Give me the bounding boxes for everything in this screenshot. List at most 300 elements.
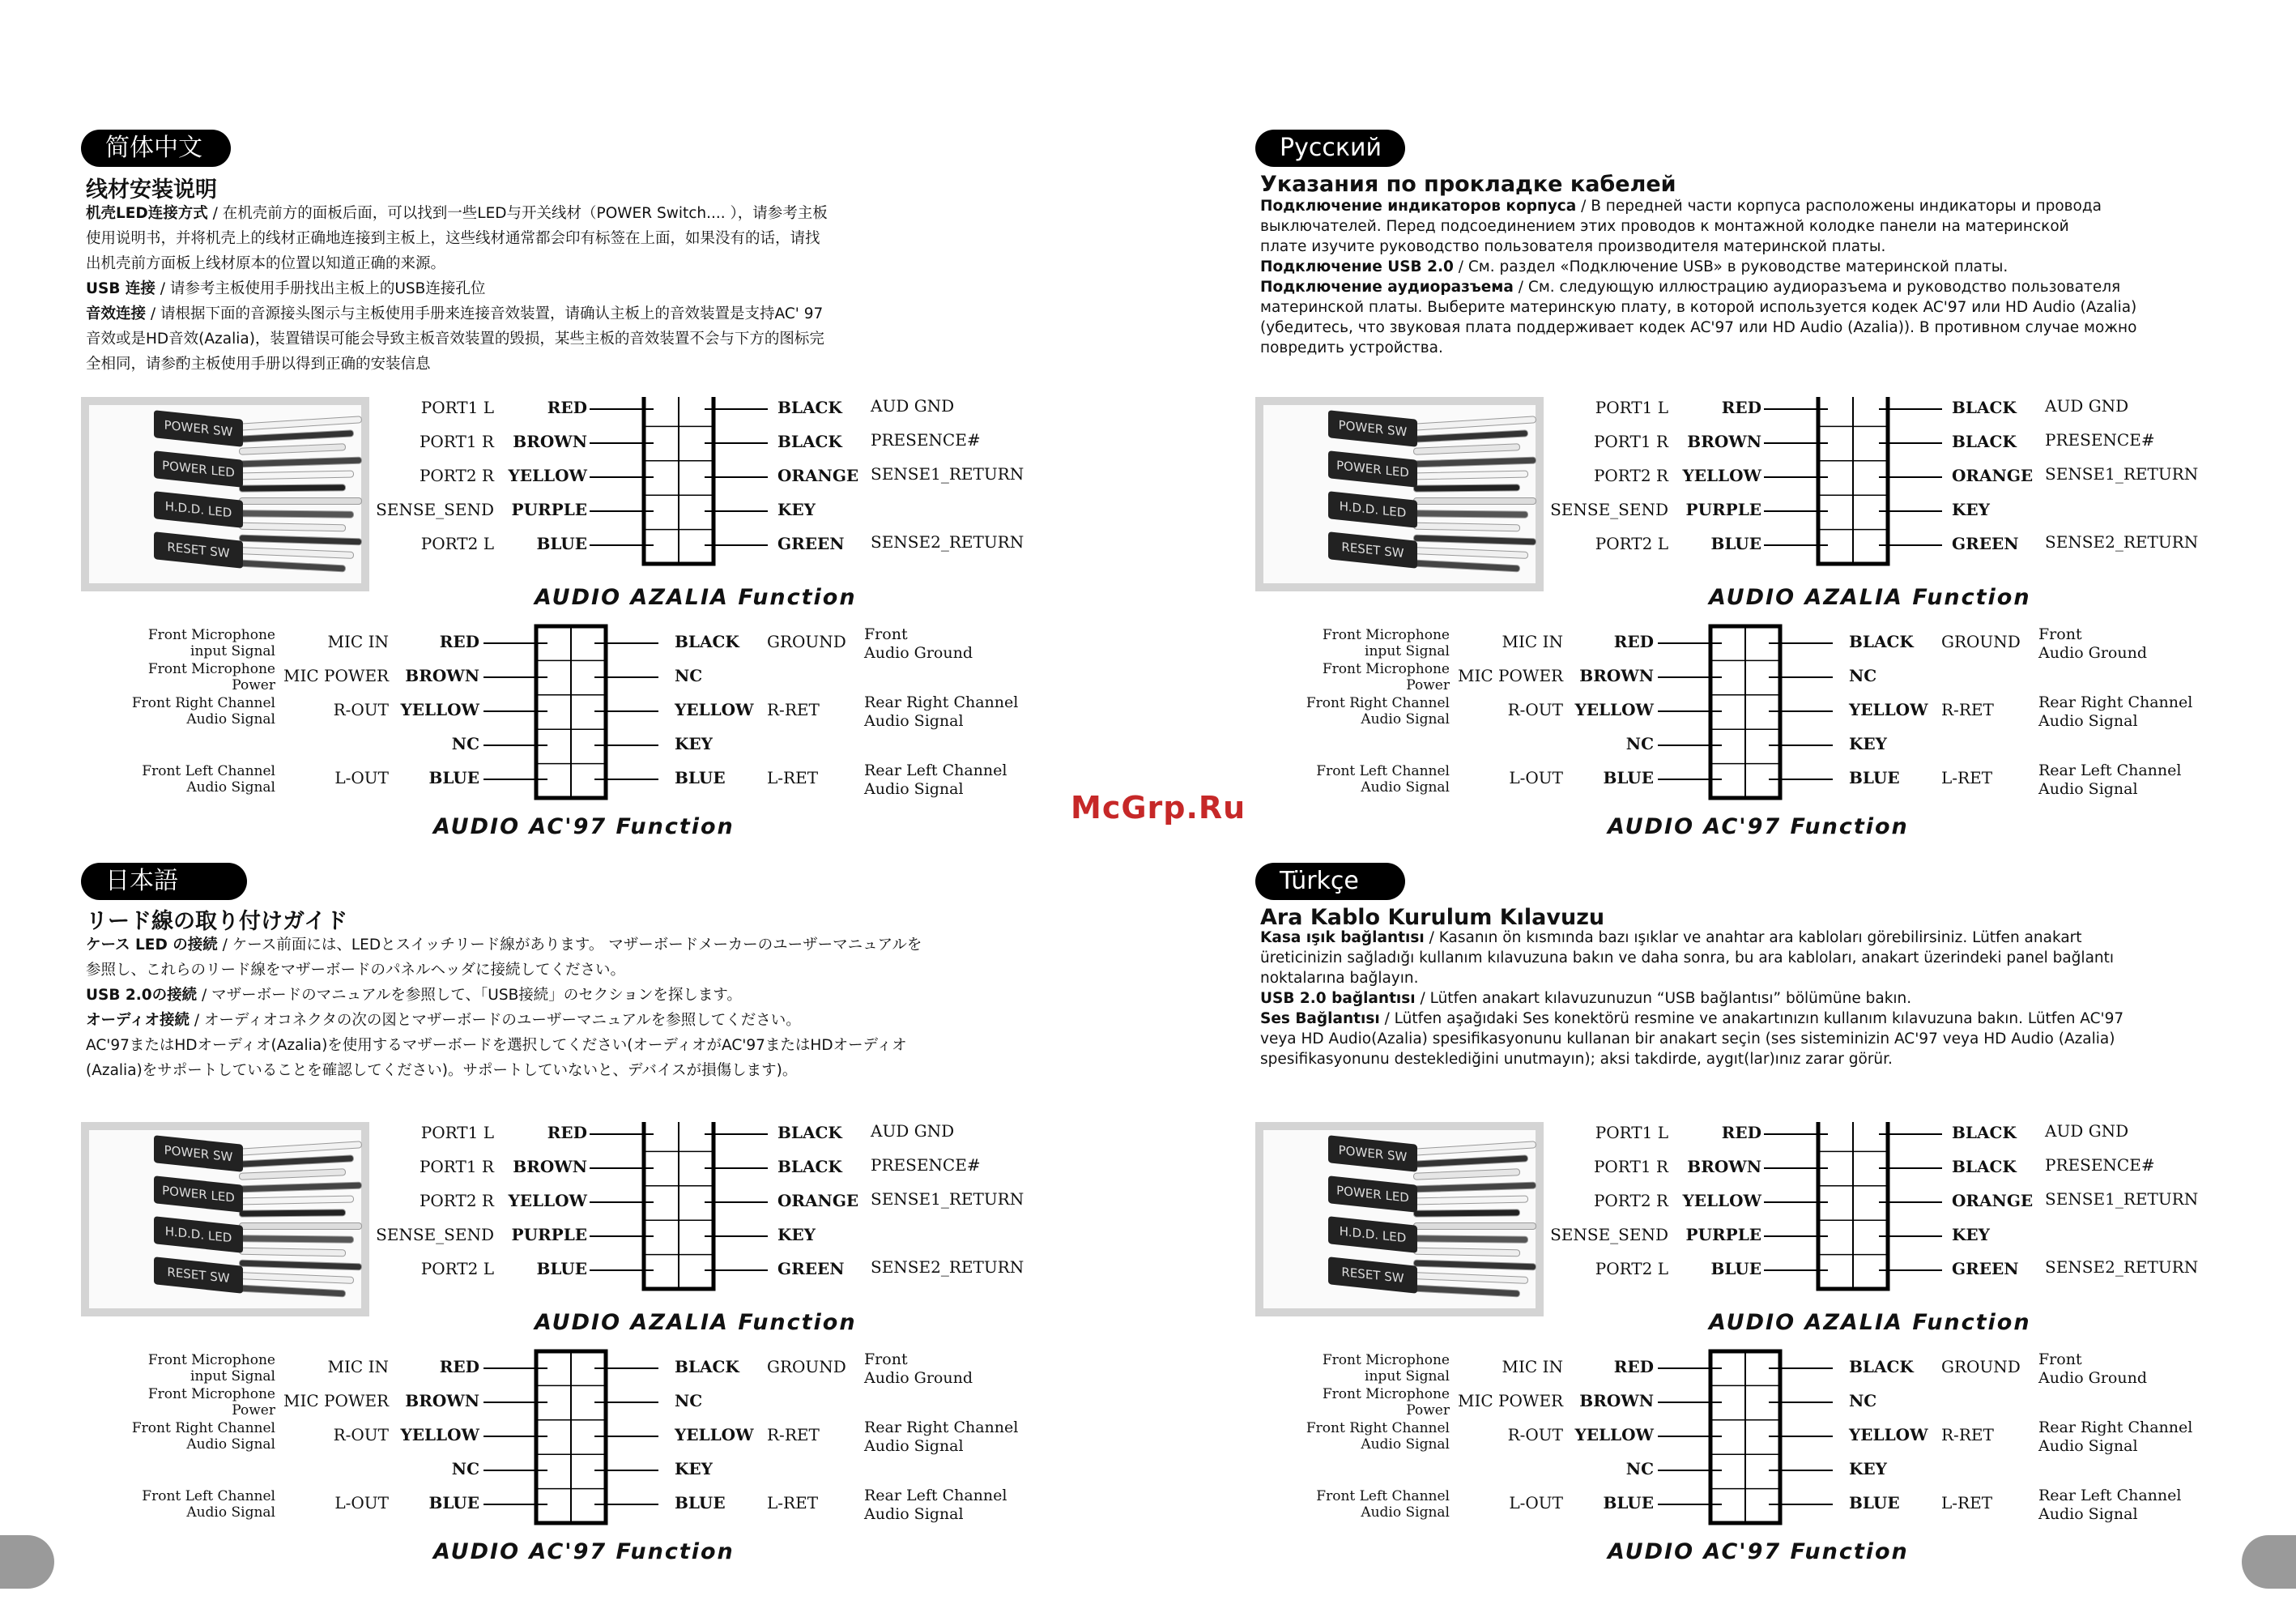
instruction-heading: Подключение аудиоразъема — [1260, 279, 1514, 296]
ac97-wire-color: NC — [1849, 666, 1877, 685]
ac97-wire-color: YELLOW — [400, 700, 479, 719]
signal-line: Rear Left Channel — [864, 1487, 1007, 1504]
signal-line: Audio Signal — [186, 1436, 275, 1453]
cable-connector-label: POWER LED — [1328, 450, 1417, 488]
azalia-wire-color: BLACK — [1952, 1157, 2017, 1176]
ac97-signal-description — [121, 627, 275, 659]
ac97-wire-color: BLUE — [1849, 768, 1900, 787]
cable-connector-label: POWER SW — [1328, 410, 1417, 447]
azalia-pin-label: SENSE1_RETURN — [2045, 1189, 2199, 1209]
ac97-function-title: AUDIO AC'97 Function — [433, 1539, 735, 1564]
azalia-wire-color: BLACK — [777, 398, 842, 417]
instruction-line — [86, 251, 828, 276]
signal-line: Audio Signal — [1361, 1436, 1450, 1453]
azalia-wire-color: ORANGE — [777, 466, 859, 485]
signal-line: Audio Signal — [1361, 711, 1450, 727]
azalia-wire-color: BROWN — [1687, 432, 1761, 451]
cable-connector-label: POWER LED — [154, 450, 243, 488]
instruction-line — [86, 352, 828, 377]
ac97-wire-color: BROWN — [1579, 666, 1654, 685]
azalia-pin-label: AUD GND — [2045, 396, 2129, 416]
ac97-wire-color: YELLOW — [1849, 1425, 1928, 1444]
azalia-wire-color: GREEN — [777, 1259, 845, 1278]
instruction-line — [1260, 1049, 2123, 1069]
ac97-signal-description — [121, 661, 275, 693]
azalia-pin-label: AUD GND — [871, 396, 955, 416]
ac97-wire-color: RED — [1613, 1357, 1654, 1376]
azalia-pin-label: SENSE2_RETURN — [2045, 1257, 2199, 1277]
language-section — [81, 863, 1134, 1576]
signal-line: Front — [2038, 625, 2082, 643]
azalia-wire-color: GREEN — [777, 534, 845, 553]
azalia-pin-label: PORT2 R — [419, 1191, 494, 1210]
cable-connector-label: POWER LED — [154, 1175, 243, 1213]
ac97-signal-description — [121, 1488, 275, 1521]
signal-line: Power — [1406, 677, 1450, 693]
cable-connector-label: POWER SW — [154, 410, 243, 447]
ac97-pin-label: L-OUT — [334, 768, 389, 787]
instruction-line — [86, 226, 828, 251]
azalia-pin-label: PORT1 L — [420, 398, 494, 417]
azalia-wire-color: BLACK — [1952, 398, 2017, 417]
signal-line: Audio Signal — [1361, 1504, 1450, 1521]
azalia-pin-label: SENSE_SEND — [1550, 1225, 1668, 1244]
ac97-pin-label: GROUND — [1941, 632, 2021, 651]
azalia-wire-color: KEY — [777, 500, 816, 519]
azalia-function-title: AUDIO AZALIA Function — [1709, 585, 2031, 610]
azalia-pin-label: PORT1 R — [1593, 432, 1668, 451]
signal-line: Audio Ground — [864, 1369, 973, 1387]
instruction-body: 参照し、これらのリード線をマザーボードのパネルヘッダに接続してください。 — [86, 962, 626, 979]
signal-line: Front Right Channel — [1306, 695, 1450, 711]
ac97-signal-description — [1296, 763, 1450, 796]
signal-line: Rear Right Channel — [864, 1419, 1019, 1436]
ac97-signal-description — [864, 1350, 973, 1388]
azalia-pin-label: PRESENCE# — [2045, 1155, 2155, 1175]
cable-connector-label: RESET SW — [1328, 1256, 1417, 1294]
azalia-wire-color: PURPLE — [1685, 1225, 1761, 1244]
signal-line: Audio Ground — [864, 644, 973, 662]
ac97-signal-description — [121, 1386, 275, 1419]
language-tab: 日本語 — [81, 863, 247, 900]
instruction-heading: Kasa ışık bağlantısı — [1260, 929, 1425, 946]
ac97-signal-description — [121, 763, 275, 796]
instruction-line — [86, 326, 828, 352]
signal-line: Front Left Channel — [1316, 763, 1450, 779]
signal-line: input Signal — [1365, 1368, 1450, 1384]
ac97-pin-label: L-OUT — [1509, 768, 1563, 787]
ac97-pin-label: MIC POWER — [283, 1391, 390, 1410]
cable-connector-label: H.D.D. LED — [1328, 1216, 1417, 1253]
ac97-signal-description — [121, 1352, 275, 1384]
ac97-signal-description — [1296, 661, 1450, 693]
ac97-signal-description — [2038, 1350, 2147, 1388]
ac97-wire-color: BLACK — [675, 1357, 739, 1376]
ac97-pin-label: GROUND — [1941, 1357, 2021, 1376]
azalia-pin-label: PORT2 R — [1593, 1191, 1668, 1210]
signal-line: Front — [864, 1350, 908, 1368]
ac97-wire-color: NC — [1849, 1391, 1877, 1410]
right-page-tab — [2242, 1535, 2296, 1589]
instruction-line — [1260, 216, 2136, 237]
audio-wiring-diagram — [1255, 1122, 2296, 1568]
ac97-signal-description — [2038, 762, 2181, 799]
signal-line: Rear Right Channel — [864, 693, 1019, 711]
ac97-wire-color: NC — [675, 666, 703, 685]
azalia-wire-color: YELLOW — [1682, 466, 1761, 485]
ac97-signal-description — [1296, 627, 1450, 659]
ac97-wire-color: BLACK — [1849, 1357, 1914, 1376]
ac97-pin-label: MIC POWER — [1458, 1391, 1564, 1410]
instructions-text — [86, 932, 922, 1083]
ac97-pin-label: MIC POWER — [1458, 666, 1564, 685]
ac97-wire-color: NC — [675, 1391, 703, 1410]
azalia-wire-color: ORANGE — [1952, 466, 2034, 485]
azalia-pin-label: PORT2 L — [420, 534, 494, 553]
instruction-line — [86, 1058, 922, 1083]
cable-connector-label: POWER SW — [154, 1135, 243, 1172]
signal-line: Audio Signal — [186, 711, 275, 727]
ac97-pin-label: MIC IN — [1502, 1357, 1563, 1376]
instruction-body: 使用说明书，并将机壳上的线材正确地连接到主板上，这些线材通常都会印有标签在上面，如果没有的话，请找 — [86, 230, 820, 247]
signal-line: Rear Left Channel — [2038, 1487, 2182, 1504]
signal-line: Front Right Channel — [131, 695, 275, 711]
azalia-wire-color: BLUE — [1710, 534, 1761, 553]
azalia-pin-label: PORT2 R — [1593, 466, 1668, 485]
cable-connector-label: H.D.D. LED — [154, 491, 243, 528]
azalia-wire-color: YELLOW — [508, 1191, 587, 1210]
azalia-pin-label: PORT1 L — [1595, 1123, 1668, 1142]
ac97-wire-color: NC — [451, 1459, 479, 1478]
ac97-pin-label: R-RET — [767, 1425, 820, 1444]
ac97-signal-description — [864, 693, 1018, 731]
instruction-heading: USB 2.0の接続 — [86, 987, 198, 1004]
ac97-signal-description — [1296, 1420, 1450, 1453]
ac97-wire-color: YELLOW — [675, 1425, 754, 1444]
signal-line: Power — [232, 677, 275, 693]
azalia-pin-label: SENSE_SEND — [376, 1225, 494, 1244]
instruction-body: / ケース前面には、LEDとスイッチリード線があります。 マザーボードメーカーのユーザーマニュアルを — [217, 936, 922, 954]
instruction-body: (Azalia)をサポートしていることを確認してください)。サポートしていないと、デバイスが損傷します)。 — [86, 1062, 798, 1079]
azalia-pin-label: SENSE1_RETURN — [2045, 464, 2199, 484]
instruction-body: AC'97またはHDオーディオ(Azalia)を使用するマザーボードを選択してください(オーディオがAC'97またはHDオーディオ — [86, 1037, 907, 1054]
azalia-pin-label: PORT2 L — [420, 1259, 494, 1278]
ac97-pin-label: R-RET — [1941, 700, 1994, 719]
ac97-pin-label: GROUND — [767, 1357, 846, 1376]
azalia-pin-label: PORT2 R — [419, 466, 494, 485]
section-title: Ara Kablo Kurulum Kılavuzu — [1260, 905, 1605, 930]
instruction-body: / 在机壳前方的面板后面，可以找到一些LED与开关线材（POWER Switch.... ），请参考主板 — [207, 205, 828, 222]
ac97-pin-label: L-RET — [767, 1493, 819, 1512]
azalia-pin-label: PRESENCE# — [2045, 430, 2155, 450]
azalia-wire-color: GREEN — [1952, 534, 2019, 553]
azalia-pin-label: SENSE2_RETURN — [871, 1257, 1024, 1277]
azalia-pin-label: PORT1 L — [420, 1123, 494, 1142]
instruction-heading: Ses Bağlantısı — [1260, 1010, 1380, 1027]
ac97-wire-color: RED — [1613, 632, 1654, 651]
signal-line: Front Left Channel — [142, 1488, 275, 1504]
azalia-wire-color: GREEN — [1952, 1259, 2019, 1278]
cable-connector-label: POWER LED — [1328, 1175, 1417, 1213]
signal-line: Rear Left Channel — [2038, 762, 2182, 779]
azalia-wire-color: KEY — [1952, 1225, 1990, 1244]
signal-line: Audio Ground — [2038, 644, 2148, 662]
signal-line: Audio Signal — [2038, 780, 2138, 798]
instructions-text — [86, 201, 828, 377]
section-title: 线材安装说明 — [86, 177, 217, 203]
ac97-wire-color: BLUE — [675, 1493, 726, 1512]
instruction-heading: オーディオ接続 — [86, 1012, 190, 1029]
instruction-body: veya HD Audio(Azalia) spesifikasyonunu kullanan bir anakart seçin (ses sisteminizin AC'97 veya HD Audio (Azalia) — [1260, 1030, 2115, 1047]
ac97-signal-description — [864, 1419, 1018, 1456]
ac97-wire-color: BROWN — [1579, 1391, 1654, 1410]
azalia-wire-color: RED — [1721, 398, 1761, 417]
instruction-heading: ケース LED の接続 — [86, 936, 218, 954]
instruction-heading: USB 2.0 bağlantısı — [1260, 990, 1416, 1007]
signal-line: Front Left Channel — [1316, 1488, 1450, 1504]
ac97-pin-label: MIC IN — [1502, 632, 1563, 651]
instruction-line — [1260, 1009, 2123, 1029]
instruction-body: / Kasanın ön kısmında bazı ışıklar ve anahtar ara kabloları görebilirsiniz. Lütfen anakart — [1424, 929, 2082, 946]
instruction-body: / オーディオコネクタの次の図とマザーボードのユーザーマニュアルを参照してください。 — [190, 1012, 801, 1029]
signal-line: input Signal — [190, 643, 275, 659]
cable-connector-label: H.D.D. LED — [154, 1216, 243, 1253]
azalia-function-title: AUDIO AZALIA Function — [535, 585, 857, 610]
azalia-pin-label: PRESENCE# — [871, 1155, 981, 1175]
ac97-wire-color: BLACK — [675, 632, 739, 651]
ac97-pin-label: R-RET — [767, 700, 820, 719]
ac97-wire-color: BLUE — [1603, 1493, 1654, 1512]
ac97-pin-label: R-OUT — [1507, 700, 1563, 719]
instruction-line — [1260, 988, 2123, 1009]
instruction-line — [1260, 1029, 2123, 1049]
watermark-text: McGrp.Ru — [1071, 790, 1246, 826]
ac97-signal-description — [121, 1420, 275, 1453]
instruction-line — [86, 1008, 922, 1033]
signal-line: Power — [232, 1402, 275, 1419]
ac97-wire-color: YELLOW — [1574, 700, 1654, 719]
language-section — [1255, 863, 2296, 1576]
signal-line: input Signal — [1365, 643, 1450, 659]
signal-line: Rear Left Channel — [864, 762, 1007, 779]
instruction-line — [86, 276, 828, 301]
ac97-pin-label: R-OUT — [333, 700, 389, 719]
instruction-line — [86, 1033, 922, 1058]
signal-line: Audio Signal — [864, 780, 964, 798]
instruction-body: 音效或是HD音效(Azalia)，装置错误可能会导致主板音效装置的毁损，某些主板的音效装置不会与下方的图标完 — [86, 331, 824, 348]
ac97-wire-color: BLUE — [1603, 768, 1654, 787]
instruction-body: / См. следующую иллюстрацию аудиоразъема и руководство пользователя — [1513, 279, 2121, 296]
ac97-signal-description — [864, 625, 973, 663]
ac97-pin-label: MIC IN — [327, 1357, 389, 1376]
azalia-function-title: AUDIO AZALIA Function — [1709, 1310, 2031, 1335]
signal-line: Front — [864, 625, 908, 643]
azalia-pin-label: SENSE1_RETURN — [871, 464, 1024, 484]
azalia-wire-color: PURPLE — [1685, 500, 1761, 519]
signal-line: Audio Signal — [2038, 1437, 2138, 1455]
instruction-line — [1260, 968, 2123, 988]
ac97-wire-color: NC — [451, 734, 479, 753]
azalia-wire-color: ORANGE — [777, 1191, 859, 1210]
ac97-wire-color: BLACK — [1849, 632, 1914, 651]
instruction-body: (убедитесь, что звуковая плата поддерживает кодек AC'97 или HD Audio (Azalia)). В противном случае можно — [1260, 319, 2137, 336]
ac97-function-title: AUDIO AC'97 Function — [1608, 814, 1909, 839]
language-tab: Русский — [1255, 130, 1405, 167]
instruction-body: spesifikasyonunu desteklediğini unutmayın); aksi takdirde, aygıt(lar)ınız zarar görür. — [1260, 1051, 1893, 1068]
signal-line: Audio Signal — [864, 1437, 964, 1455]
signal-line: Front Microphone — [1322, 661, 1450, 677]
signal-line: Front — [2038, 1350, 2082, 1368]
ac97-pin-label: L-RET — [767, 768, 819, 787]
audio-wiring-diagram — [81, 397, 1134, 843]
azalia-wire-color: BLACK — [777, 432, 842, 451]
left-page-tab — [0, 1535, 54, 1589]
azalia-pin-label: SENSE_SEND — [1550, 500, 1668, 519]
azalia-wire-color: BLUE — [536, 534, 587, 553]
cable-connector-label: H.D.D. LED — [1328, 491, 1417, 528]
azalia-wire-color: YELLOW — [1682, 1191, 1761, 1210]
instruction-body: повредить устройства. — [1260, 339, 1443, 356]
ac97-wire-color: BROWN — [405, 1391, 479, 1410]
ac97-wire-color: BLUE — [675, 768, 726, 787]
azalia-wire-color: KEY — [777, 1225, 816, 1244]
azalia-wire-color: BLACK — [777, 1123, 842, 1142]
ac97-signal-description — [864, 1487, 1007, 1524]
azalia-pin-label: SENSE2_RETURN — [871, 532, 1024, 552]
audio-wiring-diagram — [1255, 397, 2296, 843]
azalia-wire-color: BLUE — [1710, 1259, 1761, 1278]
ac97-wire-color: YELLOW — [675, 700, 754, 719]
ac97-signal-description — [864, 762, 1007, 799]
instruction-body: / См. раздел «Подключение USB» в руководстве материнской платы. — [1453, 258, 2008, 275]
instruction-line — [1260, 196, 2136, 216]
azalia-wire-color: YELLOW — [508, 466, 587, 485]
signal-line: Audio Signal — [864, 712, 964, 730]
signal-line: Audio Signal — [186, 1504, 275, 1521]
ac97-pin-label: L-OUT — [334, 1493, 389, 1512]
azalia-wire-color: RED — [1721, 1123, 1761, 1142]
ac97-wire-color: KEY — [675, 734, 713, 753]
azalia-wire-color: BROWN — [513, 432, 587, 451]
language-section — [81, 130, 1134, 843]
ac97-pin-label: R-OUT — [333, 1425, 389, 1444]
azalia-wire-color: BROWN — [513, 1157, 587, 1176]
audio-wiring-diagram — [81, 1122, 1134, 1568]
azalia-wire-color: RED — [547, 398, 587, 417]
ac97-signal-description — [2038, 1487, 2181, 1524]
azalia-pin-label: PORT2 L — [1595, 534, 1668, 553]
azalia-pin-label: AUD GND — [2045, 1121, 2129, 1141]
instruction-line — [86, 301, 828, 326]
instruction-line — [1260, 257, 2136, 277]
language-tab: 简体中文 — [81, 130, 231, 167]
instruction-body: 出机壳前方面板上线材原本的位置以知道正确的来源。 — [86, 255, 446, 272]
ac97-wire-color: YELLOW — [400, 1425, 479, 1444]
ac97-pin-label: L-RET — [1941, 768, 1993, 787]
signal-line: Rear Right Channel — [2038, 1419, 2193, 1436]
ac97-function-title: AUDIO AC'97 Function — [433, 814, 735, 839]
instruction-line — [1260, 338, 2136, 358]
azalia-pin-label: PORT1 L — [1595, 398, 1668, 417]
ac97-wire-color: RED — [439, 632, 479, 651]
instruction-body: / Lütfen aşağıdaki Ses konektörü resmine ve anakartınızın kullanım kılavuzuna bakın. Lütfen AC'97 — [1379, 1010, 2124, 1027]
azalia-pin-label: PRESENCE# — [871, 430, 981, 450]
signal-line: Audio Signal — [186, 779, 275, 796]
ac97-pin-label: L-OUT — [1509, 1493, 1563, 1512]
signal-line: Front Microphone — [1322, 1386, 1450, 1402]
azalia-pin-label: AUD GND — [871, 1121, 955, 1141]
signal-line: Audio Ground — [2038, 1369, 2148, 1387]
azalia-function-title: AUDIO AZALIA Function — [535, 1310, 857, 1335]
signal-line: Front Microphone — [1322, 627, 1450, 643]
signal-line: Power — [1406, 1402, 1450, 1419]
instruction-line — [1260, 318, 2136, 338]
ac97-pin-label: GROUND — [767, 632, 846, 651]
azalia-pin-label: PORT1 R — [419, 1157, 494, 1176]
signal-line: Front Microphone — [147, 627, 275, 643]
ac97-wire-color: YELLOW — [1849, 700, 1928, 719]
ac97-signal-description — [1296, 695, 1450, 727]
instruction-line — [1260, 297, 2136, 318]
signal-line: Front Right Channel — [1306, 1420, 1450, 1436]
signal-line: Rear Right Channel — [2038, 693, 2193, 711]
instruction-body: / マザーボードのマニュアルを参照して、「USB接続」のセクションを探します。 — [197, 987, 742, 1004]
signal-line: input Signal — [190, 1368, 275, 1384]
ac97-signal-description — [2038, 1419, 2192, 1456]
signal-line: Audio Signal — [2038, 1505, 2138, 1523]
ac97-signal-description — [2038, 625, 2147, 663]
instruction-line — [1260, 277, 2136, 297]
ac97-signal-description — [121, 695, 275, 727]
azalia-pin-label: SENSE2_RETURN — [2045, 532, 2199, 552]
instruction-line — [86, 201, 828, 226]
azalia-wire-color: BLUE — [536, 1259, 587, 1278]
signal-line: Audio Signal — [1361, 779, 1450, 796]
signal-line: Front Left Channel — [142, 763, 275, 779]
cable-connector-label: RESET SW — [1328, 531, 1417, 569]
ac97-wire-color: KEY — [1849, 734, 1887, 753]
ac97-wire-color: RED — [439, 1357, 479, 1376]
instruction-body: üreticinizin sağladığı kullanım kılavuzuna bakın ve daha sonra, bu ara kabloları, anakart üzerindeki panel bağlantı — [1260, 949, 2115, 966]
instruction-body: / Lütfen anakart kılavuzunuzun “USB bağlantısı” bölümüne bakın. — [1415, 990, 1912, 1007]
instruction-body: noktalarına bağlayın. — [1260, 970, 1419, 987]
azalia-wire-color: KEY — [1952, 500, 1990, 519]
azalia-wire-color: BROWN — [1687, 1157, 1761, 1176]
instruction-line — [86, 983, 922, 1008]
signal-line: Front Microphone — [147, 1386, 275, 1402]
signal-line: Front Microphone — [1322, 1352, 1450, 1368]
ac97-wire-color: NC — [1625, 734, 1654, 753]
azalia-pin-label: PORT2 L — [1595, 1259, 1668, 1278]
signal-line: Front Microphone — [147, 1352, 275, 1368]
ac97-signal-description — [1296, 1386, 1450, 1419]
azalia-wire-color: PURPLE — [511, 500, 587, 519]
instructions-text — [1260, 196, 2136, 358]
cable-connector-label: POWER SW — [1328, 1135, 1417, 1172]
instruction-body: / 请根据下面的音源接头图示与主板使用手册来连接音效装置，请确认主板上的音效装置是支持AC' 97 — [146, 305, 824, 322]
azalia-wire-color: BLACK — [777, 1157, 842, 1176]
signal-line: Audio Signal — [864, 1505, 964, 1523]
azalia-wire-color: RED — [547, 1123, 587, 1142]
ac97-wire-color: NC — [1625, 1459, 1654, 1478]
azalia-pin-label: SENSE_SEND — [376, 500, 494, 519]
ac97-pin-label: MIC POWER — [283, 666, 390, 685]
ac97-signal-description — [1296, 1488, 1450, 1521]
ac97-pin-label: MIC IN — [327, 632, 389, 651]
instructions-text — [1260, 928, 2123, 1069]
ac97-wire-color: BROWN — [405, 666, 479, 685]
instruction-heading: 机壳LED连接方式 — [86, 205, 208, 222]
